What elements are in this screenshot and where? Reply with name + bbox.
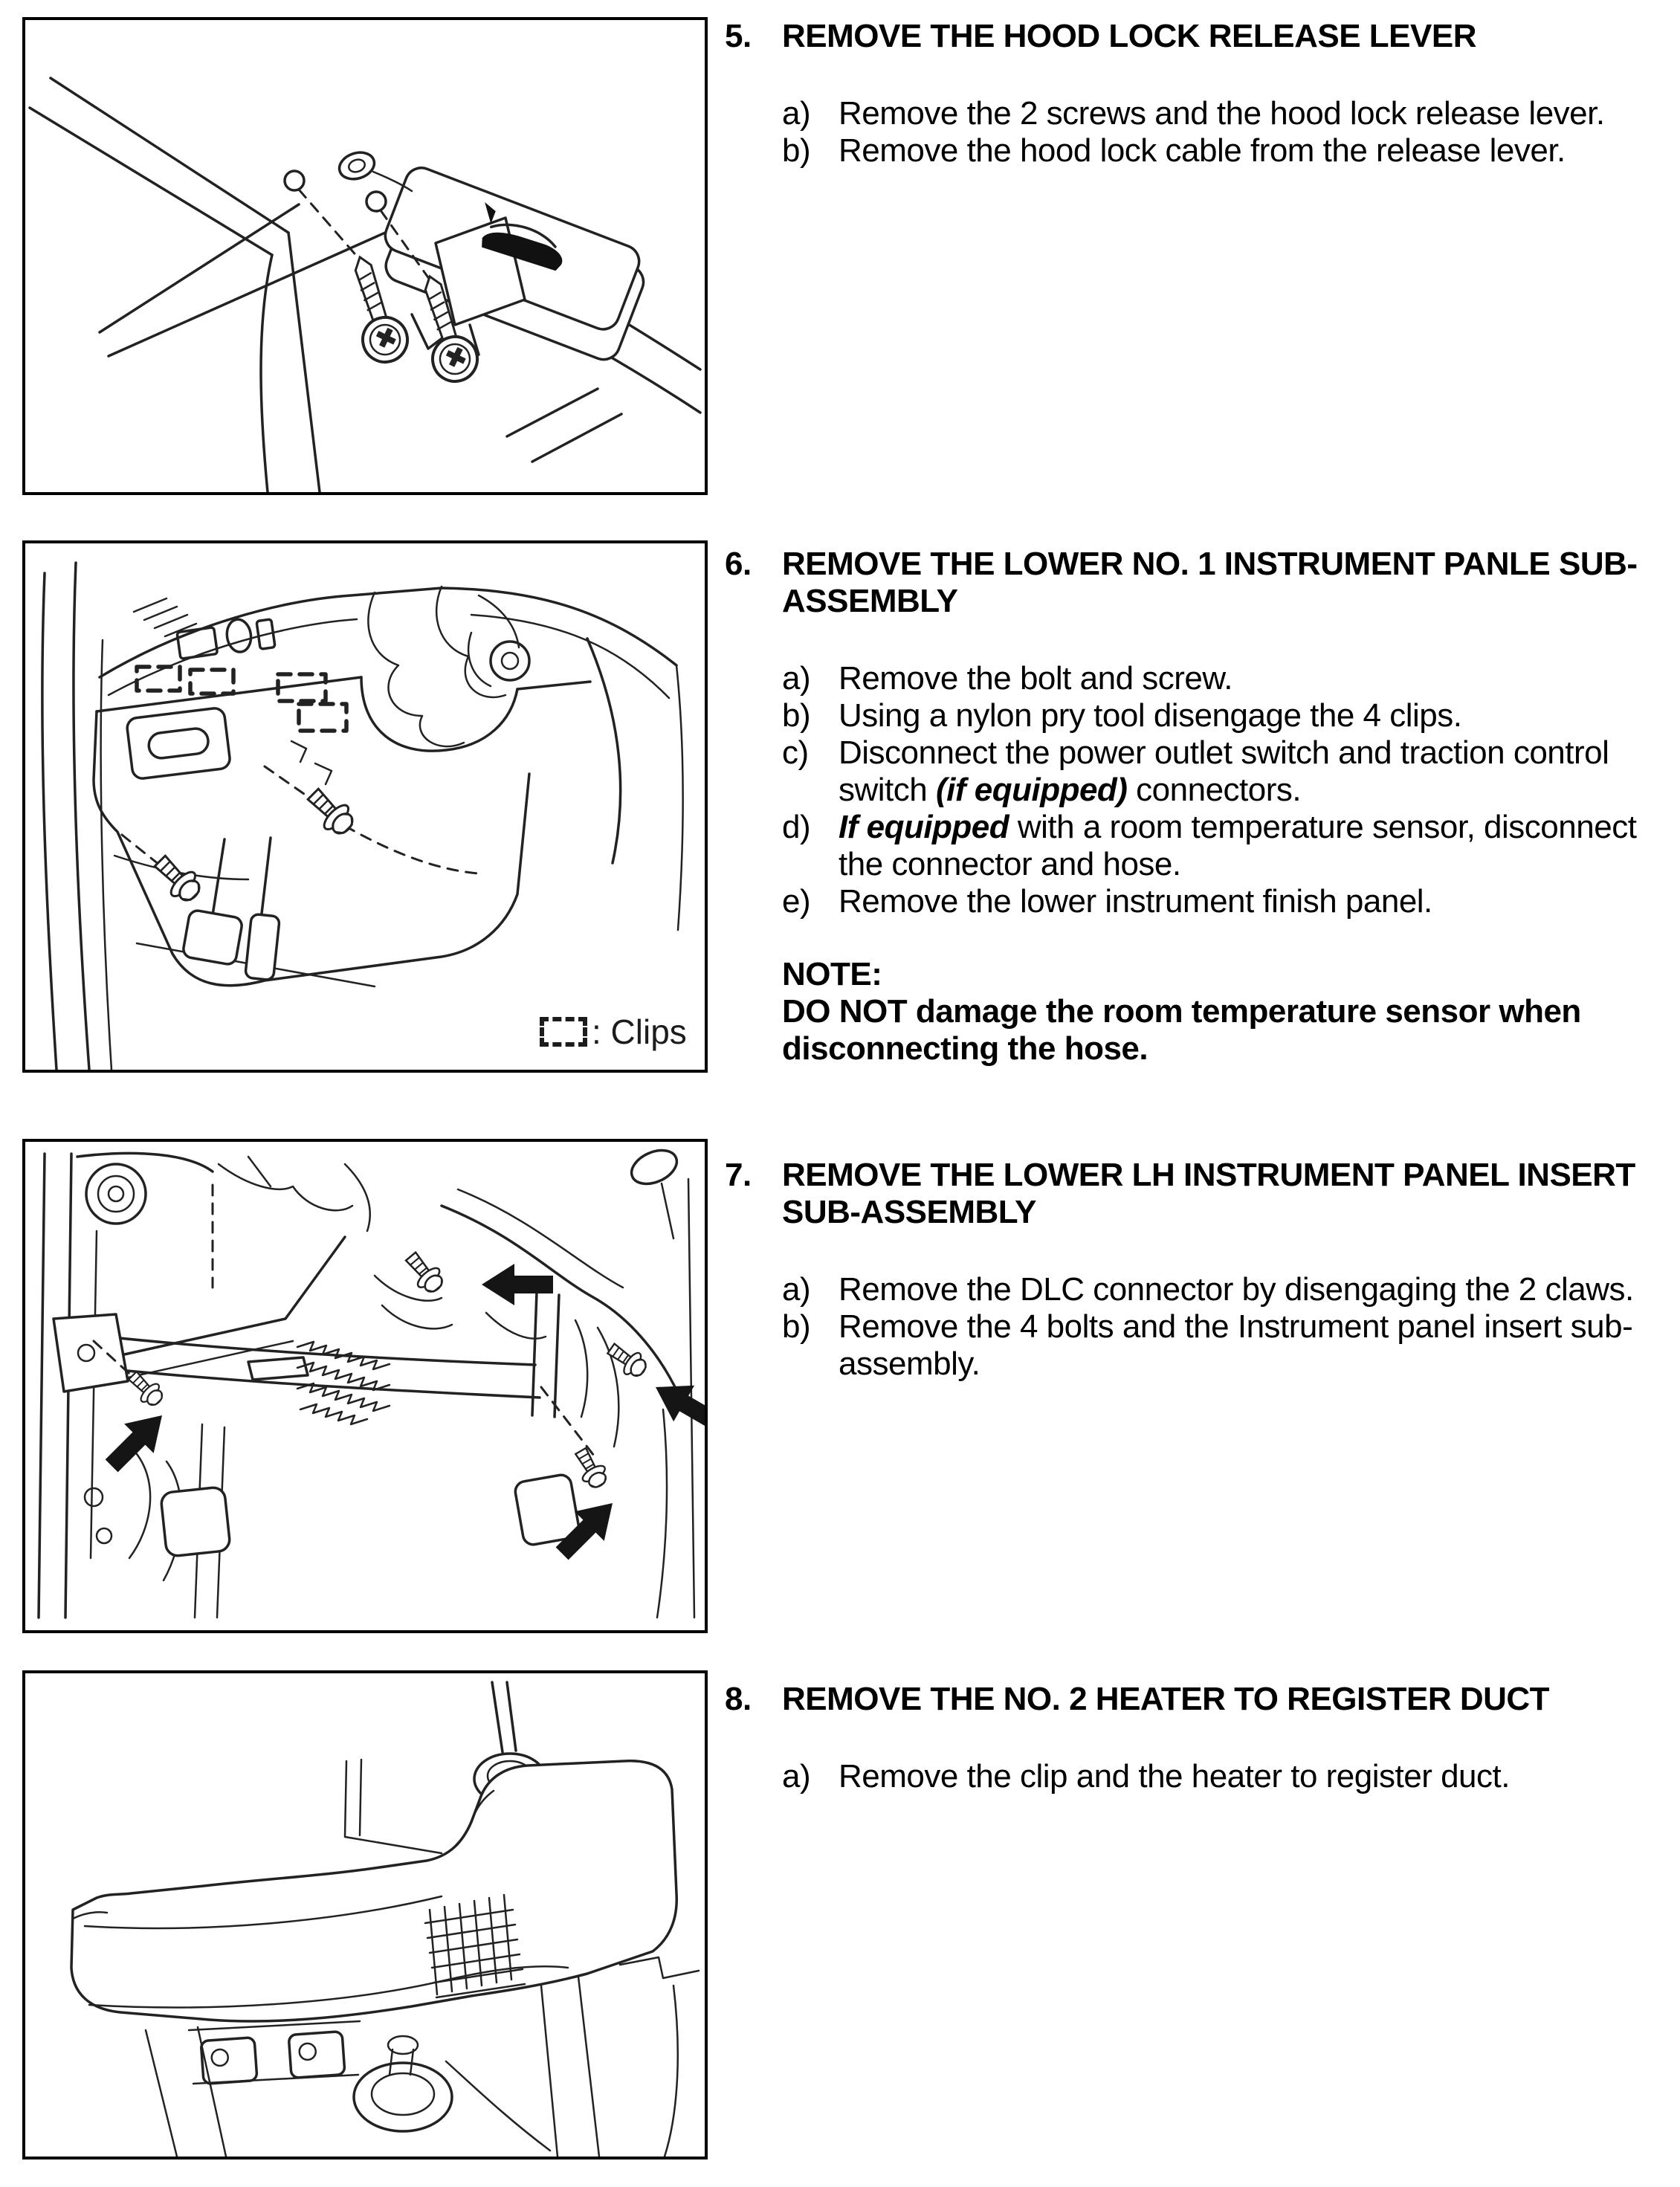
section-title: REMOVE THE NO. 2 HEATER TO REGISTER DUCT bbox=[782, 1681, 1550, 1717]
instrument-panel-illustration bbox=[25, 543, 705, 1070]
step-text: Remove the DLC connector by disengaging the 2 claws. bbox=[839, 1271, 1634, 1308]
arrow-icon bbox=[482, 1264, 553, 1305]
step-item bbox=[782, 660, 1658, 697]
leader-line bbox=[345, 826, 479, 873]
step-text: Remove the clip and the heater to register duct. bbox=[839, 1758, 1510, 1794]
note-heading: NOTE: bbox=[782, 956, 882, 992]
leader-line bbox=[541, 1387, 596, 1458]
clips-legend-label: : Clips bbox=[592, 1012, 687, 1051]
screw-icon bbox=[149, 850, 206, 907]
step-text: Using a nylon pry tool disengage the 4 clips. bbox=[839, 697, 1462, 734]
section-title: REMOVE THE HOOD LOCK RELEASE LEVER bbox=[782, 18, 1476, 54]
step-item bbox=[782, 697, 1658, 734]
step-text: Disconnect the power outlet switch and traction control switch (if equipped) connectors. bbox=[839, 734, 1609, 808]
figure-hood-lock-release-lever bbox=[22, 17, 708, 495]
figure-heater-register-duct bbox=[22, 1670, 708, 2159]
section-number: 6. bbox=[725, 546, 752, 582]
clips-dashed-rect-icon bbox=[540, 1017, 587, 1047]
step-label: b) bbox=[782, 697, 811, 734]
step-label: a) bbox=[782, 1758, 811, 1794]
step-label: c) bbox=[782, 734, 809, 771]
figure-lower-instrument-panel bbox=[22, 540, 708, 1073]
pedals bbox=[182, 838, 280, 981]
leader-line bbox=[299, 190, 369, 270]
panel-insert-illustration bbox=[25, 1142, 705, 1630]
step-label: b) bbox=[782, 132, 811, 169]
panel-handle-recess bbox=[126, 707, 231, 779]
step-item bbox=[782, 883, 1658, 920]
step-label: a) bbox=[782, 1271, 811, 1308]
section-number: 5. bbox=[725, 18, 752, 54]
mounting-tabs bbox=[189, 2021, 360, 2084]
step-item bbox=[782, 95, 1658, 132]
note-block bbox=[782, 956, 1581, 1067]
step-label: b) bbox=[782, 1308, 811, 1345]
section-8 bbox=[725, 1681, 1658, 1795]
floor-grommet bbox=[354, 2036, 452, 2131]
reinforcement-brace bbox=[54, 1314, 540, 1398]
figure-instrument-panel-insert bbox=[22, 1139, 708, 1633]
step-item bbox=[782, 1308, 1658, 1383]
step-text: Remove the hood lock cable from the release lever. bbox=[839, 132, 1566, 169]
duct-body bbox=[71, 1761, 676, 2021]
section-5 bbox=[725, 18, 1658, 169]
section-number: 7. bbox=[725, 1157, 752, 1193]
step-text: Remove the lower instrument finish panel. bbox=[839, 883, 1432, 920]
heater-duct-illustration bbox=[25, 1673, 705, 2157]
step-label: e) bbox=[782, 883, 811, 920]
hood-lock-lever-illustration bbox=[25, 20, 705, 492]
note-body: DO NOT damage the room temperature sensor when disconnecting the hose. bbox=[782, 993, 1581, 1067]
clip-markers bbox=[137, 667, 346, 731]
section-title: REMOVE THE LOWER LH INSTRUMENT PANEL INSERT SUB-ASSEMBLY bbox=[782, 1157, 1635, 1230]
step-item bbox=[782, 1758, 1658, 1795]
step-text: Remove the 4 bolts and the Instrument panel insert sub-assembly. bbox=[839, 1308, 1633, 1382]
step-item bbox=[782, 734, 1658, 809]
section-6 bbox=[725, 546, 1658, 1067]
screw-icon bbox=[302, 783, 359, 840]
step-item bbox=[782, 132, 1658, 169]
step-item bbox=[782, 1271, 1658, 1308]
step-label: a) bbox=[782, 660, 811, 697]
step-label: a) bbox=[782, 95, 811, 132]
clips-legend bbox=[540, 1012, 687, 1051]
step-label: d) bbox=[782, 809, 811, 845]
step-text: If equipped with a room temperature sensor, disconnect the connector and hose. bbox=[839, 809, 1637, 882]
step-item bbox=[782, 809, 1658, 883]
step-text: Remove the bolt and screw. bbox=[839, 660, 1232, 697]
steering-column bbox=[368, 587, 529, 746]
bolt-icon bbox=[401, 1248, 448, 1298]
bolt-icon bbox=[604, 1338, 650, 1381]
step-text: Remove the 2 screws and the hood lock release lever. bbox=[839, 95, 1605, 132]
arrow-icon bbox=[645, 1369, 705, 1441]
section-7 bbox=[725, 1157, 1658, 1383]
arrow-icon bbox=[97, 1401, 176, 1480]
section-number: 8. bbox=[725, 1681, 752, 1717]
section-title: REMOVE THE LOWER NO. 1 INSTRUMENT PANLE SUB-ASSEMBLY bbox=[782, 546, 1638, 619]
